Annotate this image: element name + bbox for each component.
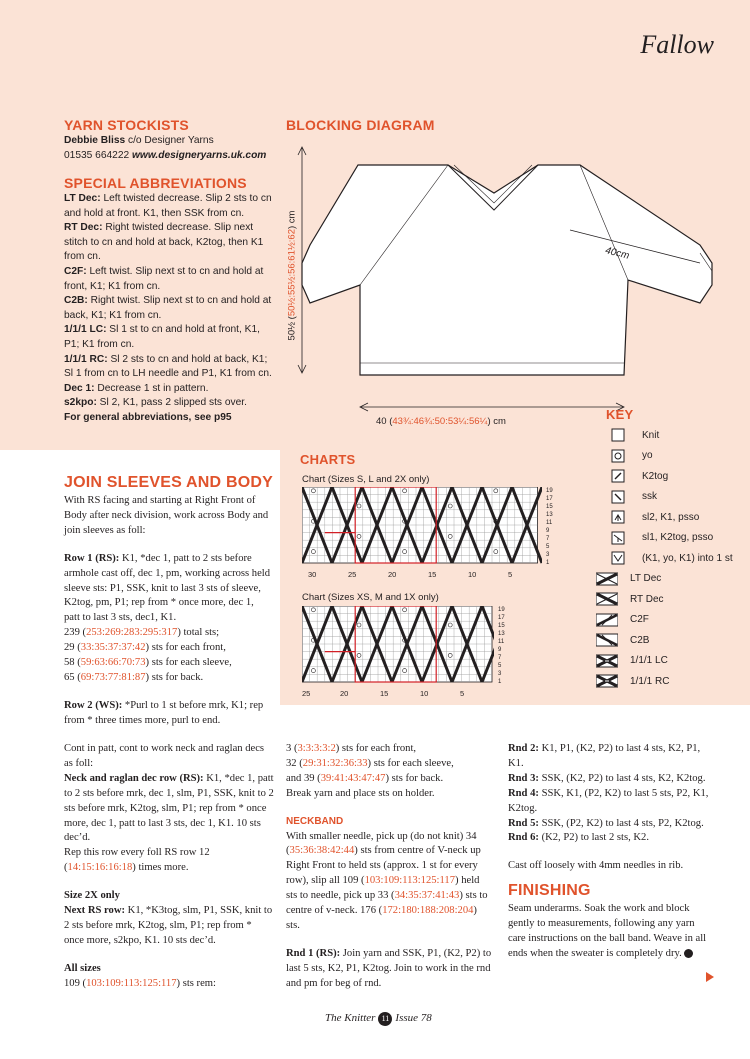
key-item-sl2k1psso — [608, 508, 699, 526]
key-item-rtdec — [596, 590, 664, 608]
key-item-label: (K1, yo, K1) into 1 st — [642, 552, 733, 564]
key-item-label: LT Dec — [630, 573, 662, 584]
length-measurement-label: 50½ (50½:55½:56:61½:62) cm — [286, 210, 298, 341]
key-item-label: ssk — [642, 491, 657, 502]
abbreviations-heading: SPECIAL ABBREVIATIONS — [64, 175, 247, 191]
rtdec-icon — [596, 592, 618, 606]
abbrev-item: C2B: Right twist. Slip next st to cn and hold at back, K1; K1 from cn. — [64, 295, 272, 321]
key-item-c2b — [596, 631, 649, 649]
key-item-yo — [608, 447, 653, 465]
sleeve-length-label: 40cm — [604, 245, 631, 262]
key-item-label: K2tog — [642, 470, 669, 482]
key-item-rc111 — [596, 672, 669, 690]
abbreviations-list — [64, 192, 272, 426]
key-item-k2tog — [608, 467, 668, 485]
key-item-knit — [608, 426, 659, 444]
c2f-icon — [596, 613, 618, 627]
key-item-ssk — [608, 488, 657, 506]
abbrev-item: 1/1/1 LC: Sl 1 st to cn and hold at front, K1, P1; K1 from cn. — [64, 324, 260, 350]
chart1-grid — [302, 487, 542, 567]
key-item-sl1k2togpsso — [608, 529, 713, 547]
blocking-diagram-heading: BLOCKING DIAGRAM — [286, 117, 435, 133]
join-sleeves-text: With RS facing and starting at Right Front of Body after neck division, work across Body and join sleeves as foll: Row 1 (RS): K1, *dec 1, patt to 2 sts before armhole cast off, dec 1, pm, working across held sleeve sts: P1, SSK, knit to last 3 sts of sleeve, K2tog, pm, P1; rep from * once more, dec 1, patt to last 3 sts, dec1, K1. 239 (253:269:283:295:317) total sts; 29 (33:35:37:37:42) sts for each front, 58 (59:63:66:70:73) sts for each sleeve, 65 (69:73:77:81:87) sts for back. Row 2 (WS): *Purl to 1 st before mrk, K1; rep from * three times more, purl to end. — [64, 495, 271, 726]
key-item-label: yo — [642, 450, 653, 461]
sl1k2togpsso-icon — [608, 531, 630, 545]
finishing-heading: FINISHING — [508, 882, 591, 899]
chart1-row-numbers: 19 17 15 13 11 9 7 5 3 1 — [546, 488, 553, 566]
k1yok1-icon — [608, 551, 630, 565]
chart1-ticks — [300, 570, 550, 582]
yarn-stockists-text: Debbie Bliss c/o Designer Yarns 01535 664222 www.designeryarns.uk.com — [64, 135, 267, 161]
chart2-ticks — [300, 689, 500, 701]
charts-heading: CHARTS — [300, 452, 356, 467]
key-item-c2f — [596, 611, 649, 629]
page-title: Fallow — [640, 30, 714, 59]
chart1-tick: 30 — [308, 570, 317, 579]
key-item-ltdec — [596, 570, 661, 588]
lc111-icon — [596, 654, 618, 668]
chart2-tick: 10 — [420, 689, 429, 698]
yo-icon — [608, 449, 630, 463]
chart2-tick: 15 — [380, 689, 389, 698]
end-mark-icon — [684, 949, 693, 958]
general-abbrev-note: For general abbreviations, see p95 — [64, 411, 232, 423]
column2-text: 3 (3:3:3:3:2) sts for each front, 32 (29:31:32:36:33) sts for each sleeve, and 39 (39:41:43:47:47) sts for back. Break yarn and place sts on holder. NECKBAND With smaller needle, pick up (do not knit) 34 (35:36:38:42:44) sts from centre of V-neck up Right Front to held sts (approx. 1 st for every row), slip all 109 (103:109:113:125:117) held sts to needle, pick up 33 (34:35:37:41:43) sts to centre of v-neck. 176 (172:180:188:208:204) sts. Rnd 1 (RS): Join yarn and SSK, P1, (K2, P2) to last 5 sts, K2, P1, K2tog. Join to work in the rnd and pm for beg of rnd. — [286, 743, 492, 989]
finishing-text: Seam underarms. Soak the work and block gently to measurements, following any yarn care instructions on the ball band. Weave in all ends when the sweater is completely dry. — [508, 903, 707, 959]
k2tog-icon — [608, 469, 630, 483]
key-item-label: RT Dec — [630, 593, 664, 605]
page-number: 11 — [378, 1012, 392, 1026]
key-heading: KEY — [606, 407, 634, 422]
abbrev-item: s2kpo: Sl 2, K1, pass 2 slipped sts over. — [64, 397, 247, 409]
key-item-lc111 — [596, 652, 668, 670]
key-item-label: sl2, K1, psso — [642, 511, 700, 523]
chart1-tick: 15 — [428, 570, 437, 579]
chart2-row-numbers: 19 17 15 13 11 9 7 5 3 1 — [498, 607, 505, 685]
column3-text: Rnd 2: K1, P1, (K2, P2) to last 4 sts, K2, P1, K1. Rnd 3: SSK, (K2, P2) to last 4 sts, K2, K2tog. Rnd 4: SSK, K1, (P2, K2) to last 5 sts, P2, K1, K2tog. Rnd 5: SSK, (P2, K2) to last 4 sts, P2, K2tog. Rnd 6: (K2, P2) to last 2 sts, K2. Cast off loosely with 4mm needles in rib. — [508, 743, 709, 872]
key-item-label: C2F — [630, 614, 649, 625]
page-footer: The Knitter 11 Issue 78 — [325, 1012, 432, 1024]
sweater-blocking-diagram — [280, 135, 740, 435]
chart2-tick: 20 — [340, 689, 349, 698]
join-sleeves-heading: JOIN SLEEVES AND BODY — [64, 474, 273, 491]
ssk-icon — [608, 490, 630, 504]
abbrev-item: 1/1/1 RC: Sl 2 sts to cn and hold at back, K1; Sl 1 from cn to LH needle and P1, K1 from cn. — [64, 353, 272, 380]
width-measurement-label: 40 (43¾:46¾:50:53¼:56¼) cm — [376, 416, 506, 427]
key-item-label: 1/1/1 LC — [630, 655, 668, 666]
chart1-tick: 10 — [468, 570, 477, 579]
neckband-heading: NECKBAND — [286, 815, 344, 827]
c2b-icon — [596, 633, 618, 647]
abbrev-item: C2F: Left twist. Slip next st to cn and hold at front, K1; K1 from cn. — [64, 265, 264, 292]
key-item-label: sl1, K2tog, psso — [642, 532, 714, 543]
abbrev-item: LT Dec: Left twisted decrease. Slip 2 sts to cn and hold at front. K1, then SSK from cn. — [64, 193, 272, 219]
chart2-title: Chart (Sizes XS, M and 1X only) — [302, 592, 439, 603]
chart2-tick: 25 — [302, 689, 311, 698]
sl2k1psso-icon — [608, 510, 630, 524]
abbrev-item: Dec 1: Decrease 1 st in pattern. — [64, 382, 209, 394]
continue-arrow-icon — [706, 972, 714, 982]
chart1-title: Chart (Sizes S, L and 2X only) — [302, 474, 430, 485]
rc111-icon — [596, 674, 618, 688]
chart1-tick: 5 — [508, 570, 513, 579]
knit-icon — [608, 428, 630, 442]
key-item-label: C2B — [630, 634, 650, 646]
yarn-stockists-heading: YARN STOCKISTS — [64, 117, 189, 133]
key-item-label: Knit — [642, 429, 660, 441]
key-item-k1yok1 — [608, 549, 733, 567]
chart1-tick: 20 — [388, 570, 397, 579]
key-item-label: 1/1/1 RC — [630, 675, 670, 687]
ltdec-icon — [596, 572, 618, 586]
abbrev-item: RT Dec: Right twisted decrease. Slip next stitch to cn and hold at back, K2tog, then K1 from cn. — [64, 222, 264, 263]
chart1-tick: 25 — [348, 570, 357, 579]
column1-text: Cont in patt, cont to work neck and raglan decs as foll: Neck and raglan dec row (RS): K1, *dec 1, patt to 2 sts before mrk, dec 1, slm, P1, SSK, knit to 2 sts before mrk, K2tog, slm, P1; rep from * once more, dec 1, patt to last 3 sts, dec 1, K1. 10 sts dec’d. Rep this row every foll RS row 12 (14:15:16:16:18) times more. Size 2X only Next RS row: K1, *K3tog, slm, P1, SSK, knit to 2 sts before mrk, K2tog, slm, P1; rep from * once more, s2kpo, K1. 10 sts dec’d. All sizes 109 (103:109:113:125:117) sts rem: — [64, 743, 274, 989]
chart2-tick: 5 — [460, 689, 465, 698]
chart2-grid — [302, 606, 494, 686]
